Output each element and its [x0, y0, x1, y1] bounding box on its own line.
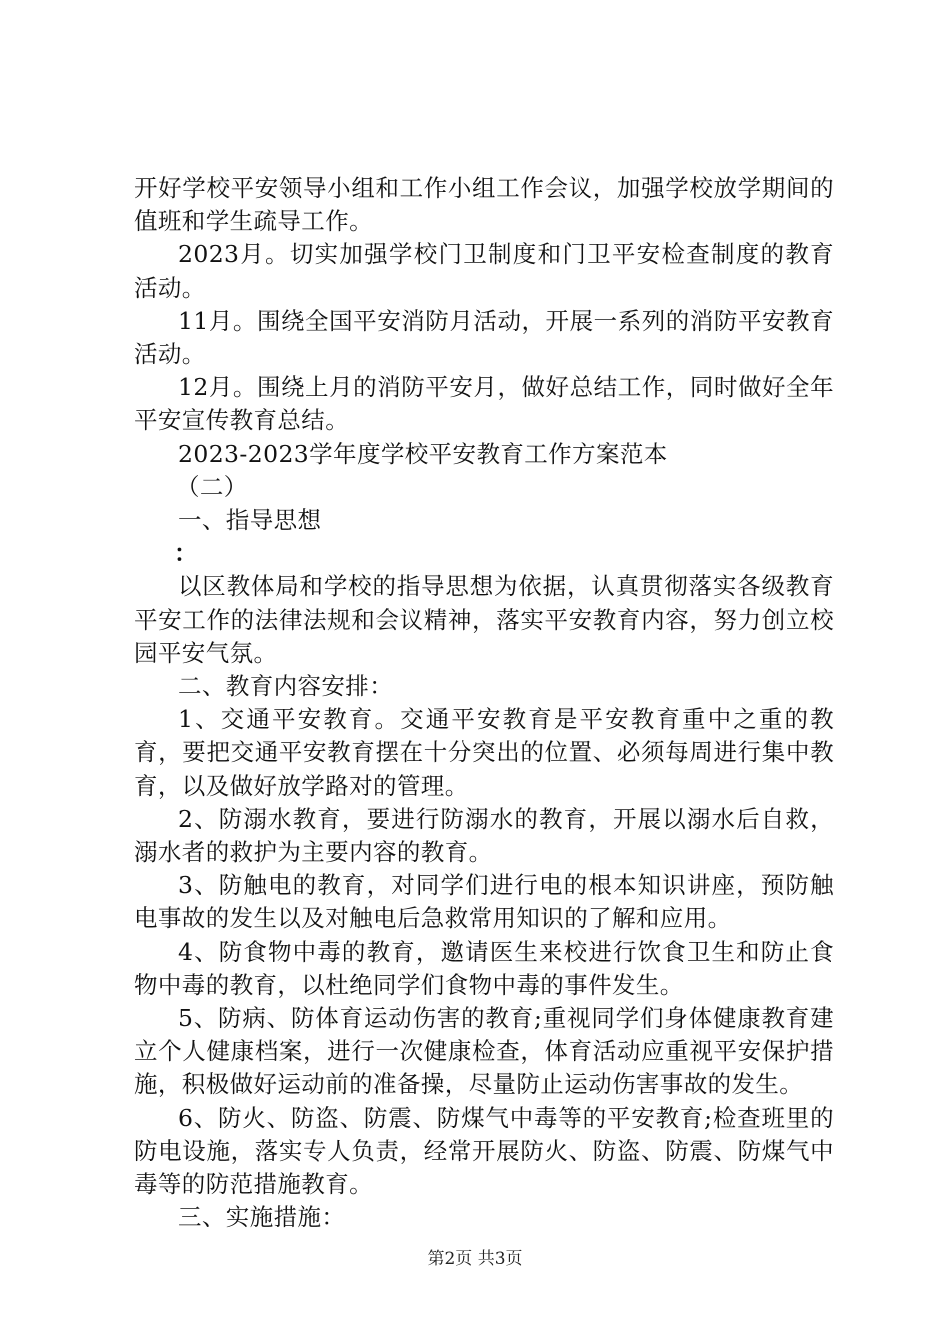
- list-item-traffic-safety: 1、交通平安教育。交通平安教育是平安教育重中之重的教育，要把交通平安教育摆在十分突出的位置、必须每周进行集中教育，以及做好放学路对的管理。: [134, 705, 834, 800]
- document-subtitle: （二）: [176, 472, 248, 501]
- section-heading-implementation: 三、实施措施：: [178, 1203, 346, 1232]
- page-footer: 第2页 共3页: [427, 1249, 523, 1269]
- list-item-food-poisoning: 4、防食物中毒的教育，邀请医生来校进行饮食卫生和防止食物中毒的教育，以杜绝同学们食物中毒的事件发生。: [134, 937, 834, 999]
- list-item-electric-shock: 3、防触电的教育，对同学们进行电的根本知识讲座，预防触电事故的发生以及对触电后急救常用知识的了解和应用。: [134, 871, 834, 933]
- document-body: [134, 172, 834, 1235]
- list-item-fire-theft-quake: 6、防火、防盗、防震、防煤气中毒等的平安教育;检查班里的防电设施，落实专人负责，经常开展防火、防盗、防震、防煤气中毒等的防范措施教育。: [134, 1103, 834, 1199]
- paragraph-closing-meeting: 开好学校平安领导小组和工作小组工作会议，加强学校放学期间的值班和学生疏导工作。: [134, 174, 834, 236]
- section-colon: ：: [174, 539, 198, 568]
- section-heading-guiding-ideology: 一、指导思想: [178, 506, 322, 535]
- paragraph-month-11: 11月。围绕全国平安消防月活动，开展一系列的消防平安教育活动。: [134, 306, 834, 369]
- list-item-drowning-prevention: 2、防溺水教育，要进行防溺水的教育，开展以溺水后自救，溺水者的救护为主要内容的教育。: [134, 804, 834, 867]
- document-title: 2023-2023学年度学校平安教育工作方案范本: [178, 439, 668, 468]
- paragraph-guiding-ideology: 以区教体局和学校的指导思想为依据，认真贯彻落实各级教育平安工作的法律法规和会议精神，落实平安教育内容，努力创立校园平安气氛。: [134, 572, 834, 667]
- list-item-sports-injury: 5、防病、防体育运动伤害的教育;重视同学们身体健康教育建立个人健康档案，进行一次健康检查，体育活动应重视平安保护措施，积极做好运动前的准备操，尽量防止运动伤害事故的发生。: [134, 1004, 834, 1099]
- paragraph-month-2023: 2023月。切实加强学校门卫制度和门卫平安检查制度的教育活动。: [134, 240, 834, 302]
- paragraph-month-12: 12月。围绕上月的消防平安月，做好总结工作，同时做好全年平安宣传教育总结。: [134, 373, 834, 435]
- section-heading-education-content: 二、教育内容安排：: [178, 672, 394, 701]
